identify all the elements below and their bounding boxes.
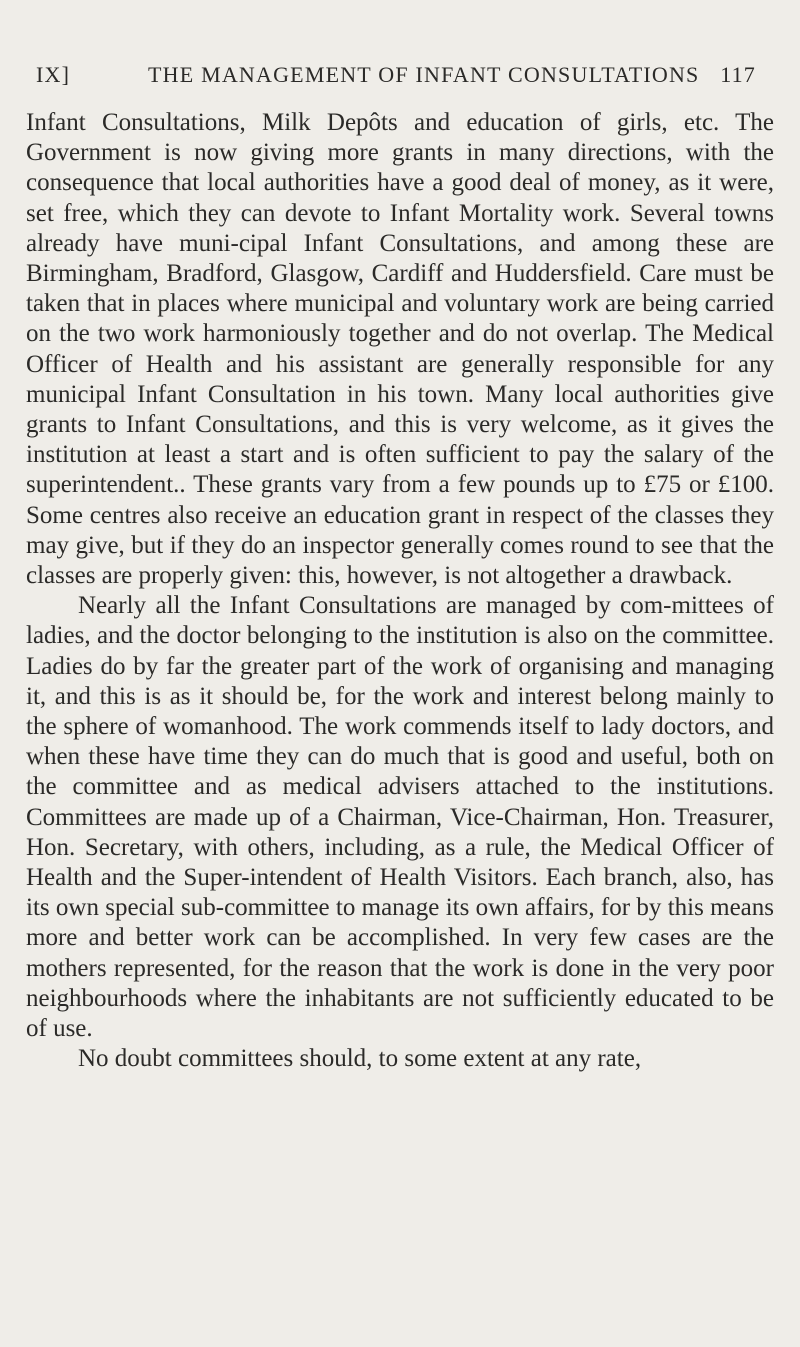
paragraph-final-line: No doubt committees should, to some extent at any rate,: [78, 1045, 642, 1073]
chapter-number: IX]: [36, 62, 71, 87]
body-text: [26, 108, 774, 1075]
paragraph-committees: Nearly all the Infant Consultations are managed by com-mittees of ladies, and the doctor belonging to the institution is also on the committee. Ladies do by far the greater part of the work of organising and managing it, and this is as it should be, for the work and interest belong mainly to the sphere of womanhood. The work commends itself to lady doctors, and when these have time they can do much that is good and useful, both on the committee and as medical advisers attached to the institutions. Committees are made up of a Chairman, Vice-Chairman, Hon. Treasurer, Hon. Secretary, with others, including, as a rule, the Medical Officer of Health and the Super-intendent of Health Visitors. Each branch, also, has its own special sub-committee to manage its own affairs, for by this means more and better work can be accomplished. In very few cases are the mothers represented, for the reason that the work is done in the very poor neighbourhoods where the inhabitants are not sufficiently educated to be of use.: [26, 592, 774, 1043]
page-number: 117: [720, 62, 756, 87]
paragraph-continued: Infant Consultations, Milk Depôts and education of girls, etc. The Government is now giving more grants in many directions, with the consequence that local authorities have a good deal of money, as it were, set free, which they can devote to Infant Mortality work. Several towns already have muni-cipal Infant Consultations, and among these are Birmingham, Bradford, Glasgow, Cardiff and Huddersfield. Care must be taken that in places where municipal and voluntary work are being carried on the two work harmoniously together and do not overlap. The Medical Officer of Health and his assistant are generally responsible for any municipal Infant Consultation in his town. Many local authorities give grants to Infant Consultations, and this is very welcome, as it gives the institution at least a start and is often sufficient to pay the salary of the superintendent.. These grants vary from a few pounds up to £75 or £100. Some centres also receive an education grant in respect of the classes they may give, but if they do an inspector generally comes round to see that the classes are properly given: this, however, is not altogether a drawback.: [26, 109, 774, 590]
running-head: [26, 62, 774, 102]
running-title: THE MANAGEMENT OF INFANT CONSULTATIONS: [148, 62, 700, 87]
